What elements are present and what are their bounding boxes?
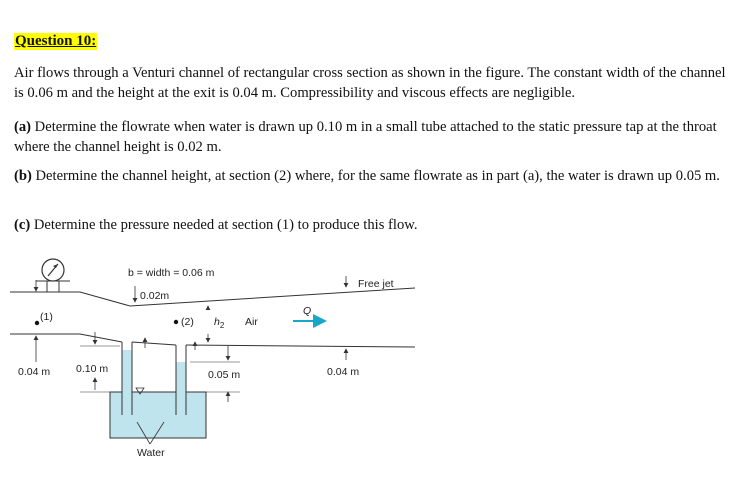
- question-heading: Question 10:: [15, 33, 97, 49]
- part-c: [14, 216, 726, 236]
- part-b-label: (b): [14, 168, 32, 184]
- part-a: [14, 118, 726, 157]
- part-a-label: (a): [14, 119, 32, 135]
- part-a-text: Determine the flowrate when water is drawn up 0.10 m in a small tube attached to the static pressure tap at the throat where the channel height is 0.02 m.: [14, 119, 717, 155]
- mid-height-label: 0.05 m: [208, 369, 241, 381]
- section-1-label: (1): [40, 311, 53, 323]
- part-b: [14, 167, 726, 187]
- right-tube-water: [176, 362, 186, 400]
- flowrate-label: Q: [303, 305, 312, 317]
- section-2-label: (2): [181, 316, 194, 328]
- channel-lower-wall: [10, 334, 415, 347]
- channel-upper-wall: [10, 288, 415, 306]
- part-c-label: (c): [14, 217, 31, 233]
- tube-height-label: 0.10 m: [76, 363, 109, 375]
- problem-intro: Air flows through a Venturi channel of rectangular cross section as shown in the figure. The constant width of the channel is 0.06 m and the height at the exit is 0.04 m. Compressibility and viscous effects are negligible.: [14, 65, 726, 101]
- section-1-dot: [35, 321, 39, 325]
- left-tube-water: [122, 350, 132, 400]
- section-2-dot: [174, 320, 178, 324]
- throat-label: 0.02m: [140, 290, 170, 302]
- free-jet-label: Free jet: [358, 278, 394, 290]
- part-c-text: Determine the pressure needed at section (1) to produce this flow.: [30, 217, 418, 233]
- h2-label: $h_2$: [214, 316, 225, 330]
- water-label: Water: [137, 447, 165, 459]
- part-b-text: Determine the channel height, at section (2) where, for the same flowrate as in part (a), the water is drawn up 0.05 m.: [31, 168, 720, 184]
- width-label: b = width = 0.06 m: [128, 267, 215, 279]
- left-height-label: 0.04 m: [18, 366, 51, 378]
- venturi-figure: [0, 250, 743, 496]
- air-label: Air: [245, 316, 258, 328]
- exit-height-label: 0.04 m: [327, 366, 360, 378]
